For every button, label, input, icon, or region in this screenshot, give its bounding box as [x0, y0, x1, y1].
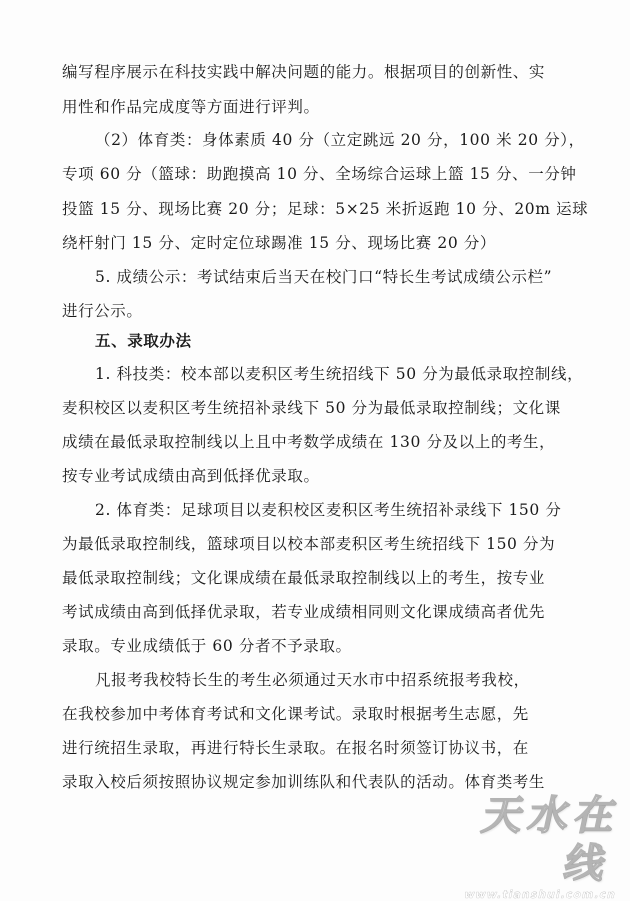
paragraph-line: 考试成绩由高到低择优录取，若专业成绩相同则文化课成绩高者优先 — [62, 603, 546, 621]
section-heading: 五、录取办法 — [95, 332, 192, 350]
paragraph-line: 进行统招生录取，再进行特长生录取。在报名时须签订协议书，在 — [62, 739, 529, 757]
paragraph-line: 专项 60 分（篮球：助跑摸高 10 分、全场综合运球上篮 15 分、一分钟 — [62, 165, 577, 183]
paragraph-line: 在我校参加中考体育考试和文化课考试。录取时根据考生志愿，先 — [62, 705, 529, 723]
paragraph-line: 2. 体育类：足球项目以麦积校区麦积区考生统招补录线下 150 分 — [95, 501, 562, 519]
paragraph-line: （2）体育类：身体素质 40 分（立定跳远 20 分，100 米 20 分）， — [95, 131, 585, 149]
paragraph-line: 用性和作品完成度等方面进行评判。 — [62, 98, 320, 116]
paragraph-line: 最低录取控制线；文化课成绩在最低录取控制线以上的考生，按专业 — [62, 569, 546, 587]
paragraph-line: 麦积校区以麦积区考生统招补录线下 50 分为最低录取控制线；文化课 — [62, 399, 561, 417]
paragraph-line: 录取入校后须按照协议规定参加训练队和代表队的活动。体育类考生 — [62, 773, 546, 791]
paragraph-line: 录取。专业成绩低于 60 分者不予录取。 — [62, 637, 352, 655]
watermark-url: www.tianshui.com.cn — [463, 888, 618, 901]
paragraph-line: 进行公示。 — [62, 302, 143, 320]
paragraph-line: 投篮 15 分、现场比赛 20 分；足球：5×25 米折返跑 10 分、20m 运球 — [62, 200, 589, 218]
paragraph-line: 为最低录取控制线，篮球项目以校本部麦积区考生统招线下 150 分为 — [62, 535, 556, 553]
paragraph-line: 5. 成绩公示：考试结束后当天在校门口“特长生考试成绩公示栏” — [95, 268, 553, 286]
paragraph-line: 凡报考我校特长生的考生必须通过天水市中招系统报考我校， — [95, 671, 530, 689]
site-watermark — [436, 792, 626, 901]
paragraph-line: 按专业考试成绩由高到低择优录取。 — [62, 467, 320, 485]
paragraph-line: 1. 科技类：校本部以麦积区考生统招线下 50 分为最低录取控制线， — [95, 365, 584, 383]
paragraph-line: 成绩在最低录取控制线以上且中考数学成绩在 130 分及以上的考生， — [62, 433, 556, 451]
watermark-logo: 天水在线 — [478, 793, 626, 887]
paragraph-line: 编写程序展示在科技实践中解决问题的能力。根据项目的创新性、实 — [62, 63, 546, 81]
paragraph-line: 绕杆射门 15 分、定时定位球踢准 15 分、现场比赛 20 分） — [62, 234, 497, 252]
